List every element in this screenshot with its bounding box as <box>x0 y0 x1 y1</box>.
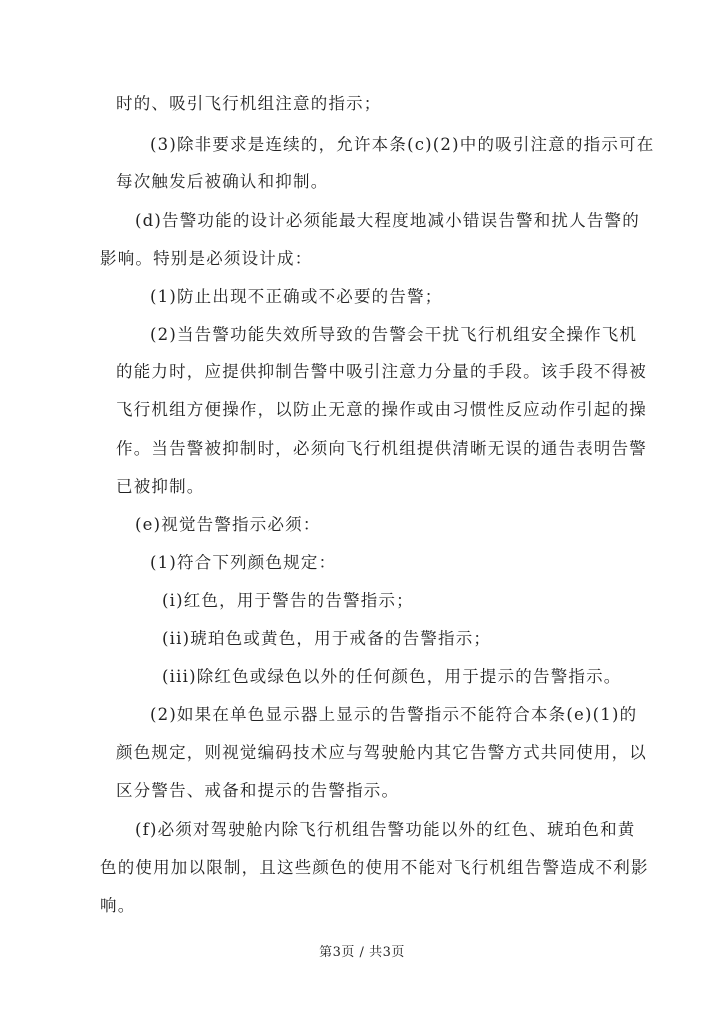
text-line: 颜色规定，则视觉编码技术应与驾驶舱内其它告警方式共同使用，以 <box>116 743 647 762</box>
text-line: (1)防止出现不正确或不必要的告警； <box>150 287 443 306</box>
text-line: 的能力时，应提供抑制告警中吸引注意力分量的手段。该手段不得被 <box>116 362 647 381</box>
text-line: 响。 <box>100 896 136 915</box>
text-line: (3)除非要求是连续的，允许本条(c)(2)中的吸引注意的指示可在 <box>150 135 655 154</box>
text-line: 影响。特别是必须设计成： <box>100 249 313 268</box>
text-line: (1)符合下列颜色规定： <box>150 553 337 572</box>
text-line: 飞行机组方便操作，以防止无意的操作或由习惯性反应动作引起的操 <box>116 400 647 419</box>
text-line: (d)告警功能的设计必须能最大程度地减小错误告警和扰人告警的 <box>135 211 640 230</box>
text-line: (e)视觉告警指示必须： <box>135 515 321 534</box>
text-line: 时的、吸引飞行机组注意的指示； <box>116 94 382 113</box>
text-line: (2)如果在单色显示器上显示的告警指示不能符合本条(e)(1)的 <box>150 705 638 724</box>
text-line: 已被抑制。 <box>116 477 205 496</box>
text-line: 色的使用加以限制，且这些颜色的使用不能对飞行机组告警造成不利影 <box>100 858 649 877</box>
text-line: 每次触发后被确认和抑制。 <box>116 172 329 191</box>
text-line: (f)必须对驾驶舱内除飞行机组告警功能以外的红色、琥珀色和黄 <box>135 820 636 839</box>
text-line: (iii)除红色或绿色以外的任何颜色，用于提示的告警指示。 <box>162 667 622 686</box>
text-line: 作。当告警被抑制时，必须向飞行机组提供清晰无误的通告表明告警 <box>116 439 647 458</box>
page-number-footer: 第3页 / 共3页 <box>319 945 405 960</box>
text-line: 区分警告、戒备和提示的告警指示。 <box>116 781 400 800</box>
text-line: (i)红色，用于警告的告警指示； <box>162 591 414 610</box>
text-line: (2)当告警功能失效所导致的告警会干扰飞行机组安全操作飞机 <box>150 325 638 344</box>
text-line: (ii)琥珀色或黄色，用于戒备的告警指示； <box>162 629 492 648</box>
